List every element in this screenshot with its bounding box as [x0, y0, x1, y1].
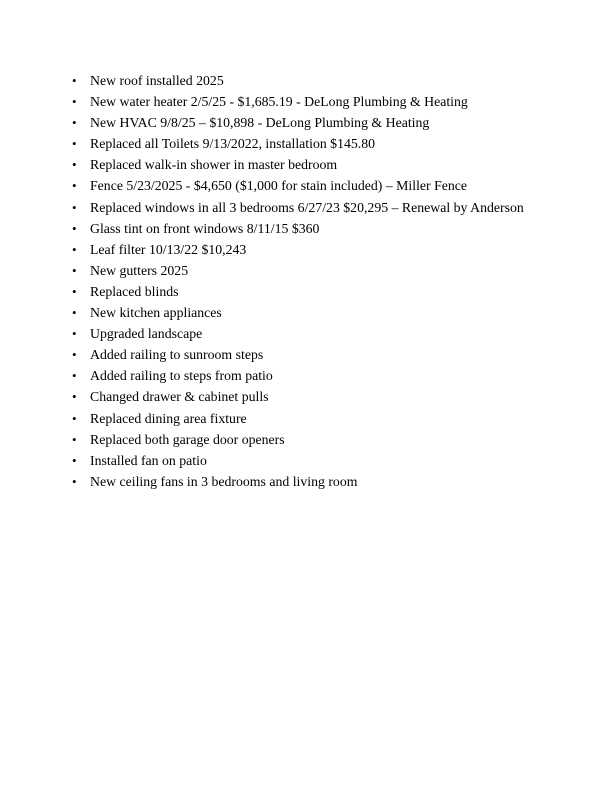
bullet-icon: •: [72, 283, 77, 299]
list-item-text: New HVAC 9/8/25 – $10,898 - DeLong Plumbing & Heating: [90, 115, 430, 131]
list-item-text: Replaced both garage door openers: [90, 431, 285, 447]
bullet-icon: •: [72, 115, 77, 131]
list-item-text: Installed fan on patio: [90, 452, 207, 468]
bullet-icon: •: [72, 473, 77, 489]
list-item-text: Replaced all Toilets 9/13/2022, installation $145.80: [90, 136, 376, 152]
bullet-icon: •: [72, 305, 77, 321]
list-item-text: New gutters 2025: [90, 262, 189, 278]
list-item-text: New kitchen appliances: [90, 305, 222, 321]
bullet-icon: •: [72, 389, 77, 405]
bullet-icon: •: [72, 94, 77, 110]
bullet-icon: •: [72, 73, 77, 88]
bullet-icon: •: [72, 241, 77, 257]
list-item-text: Replaced windows in all 3 bedrooms 6/27/23 $20,295 – Renewal by Anderson: [90, 199, 524, 215]
list-item-text: Upgraded landscape: [90, 326, 203, 342]
list-item-text: Added railing to sunroom steps: [90, 347, 264, 363]
list-item-text: New water heater 2/5/25 - $1,685.19 - DeLong Plumbing & Heating: [90, 94, 468, 110]
list-item-text: Glass tint on front windows 8/11/15 $360: [90, 220, 320, 236]
bullet-icon: •: [72, 452, 77, 468]
list-item-text: Replaced blinds: [90, 283, 179, 299]
list-item-text: Replaced walk-in shower in master bedroom: [90, 157, 338, 173]
bullet-icon: •: [72, 136, 77, 152]
list-item-text: Leaf filter 10/13/22 $10,243: [90, 241, 247, 257]
bullet-icon: •: [72, 262, 77, 278]
bullet-icon: •: [72, 347, 77, 363]
bullet-icon: •: [72, 157, 77, 173]
bullet-icon: •: [72, 410, 77, 426]
bullet-icon: •: [72, 199, 77, 215]
list-item-text: Changed drawer & cabinet pulls: [90, 389, 269, 405]
list-item-text: Replaced dining area fixture: [90, 410, 247, 426]
list-item-text: Added railing to steps from patio: [90, 368, 273, 384]
list-item-text: Fence 5/23/2025 - $4,650 ($1,000 for stain included) – Miller Fence: [90, 178, 468, 194]
bullet-icon: •: [72, 220, 77, 236]
bullet-icon: •: [72, 368, 77, 384]
bullet-icon: •: [72, 326, 77, 342]
bullet-icon: •: [72, 178, 77, 194]
list-item-text: New roof installed 2025: [90, 73, 224, 88]
bullet-icon: •: [72, 431, 77, 447]
list-item-text: New ceiling fans in 3 bedrooms and living room: [90, 473, 358, 489]
